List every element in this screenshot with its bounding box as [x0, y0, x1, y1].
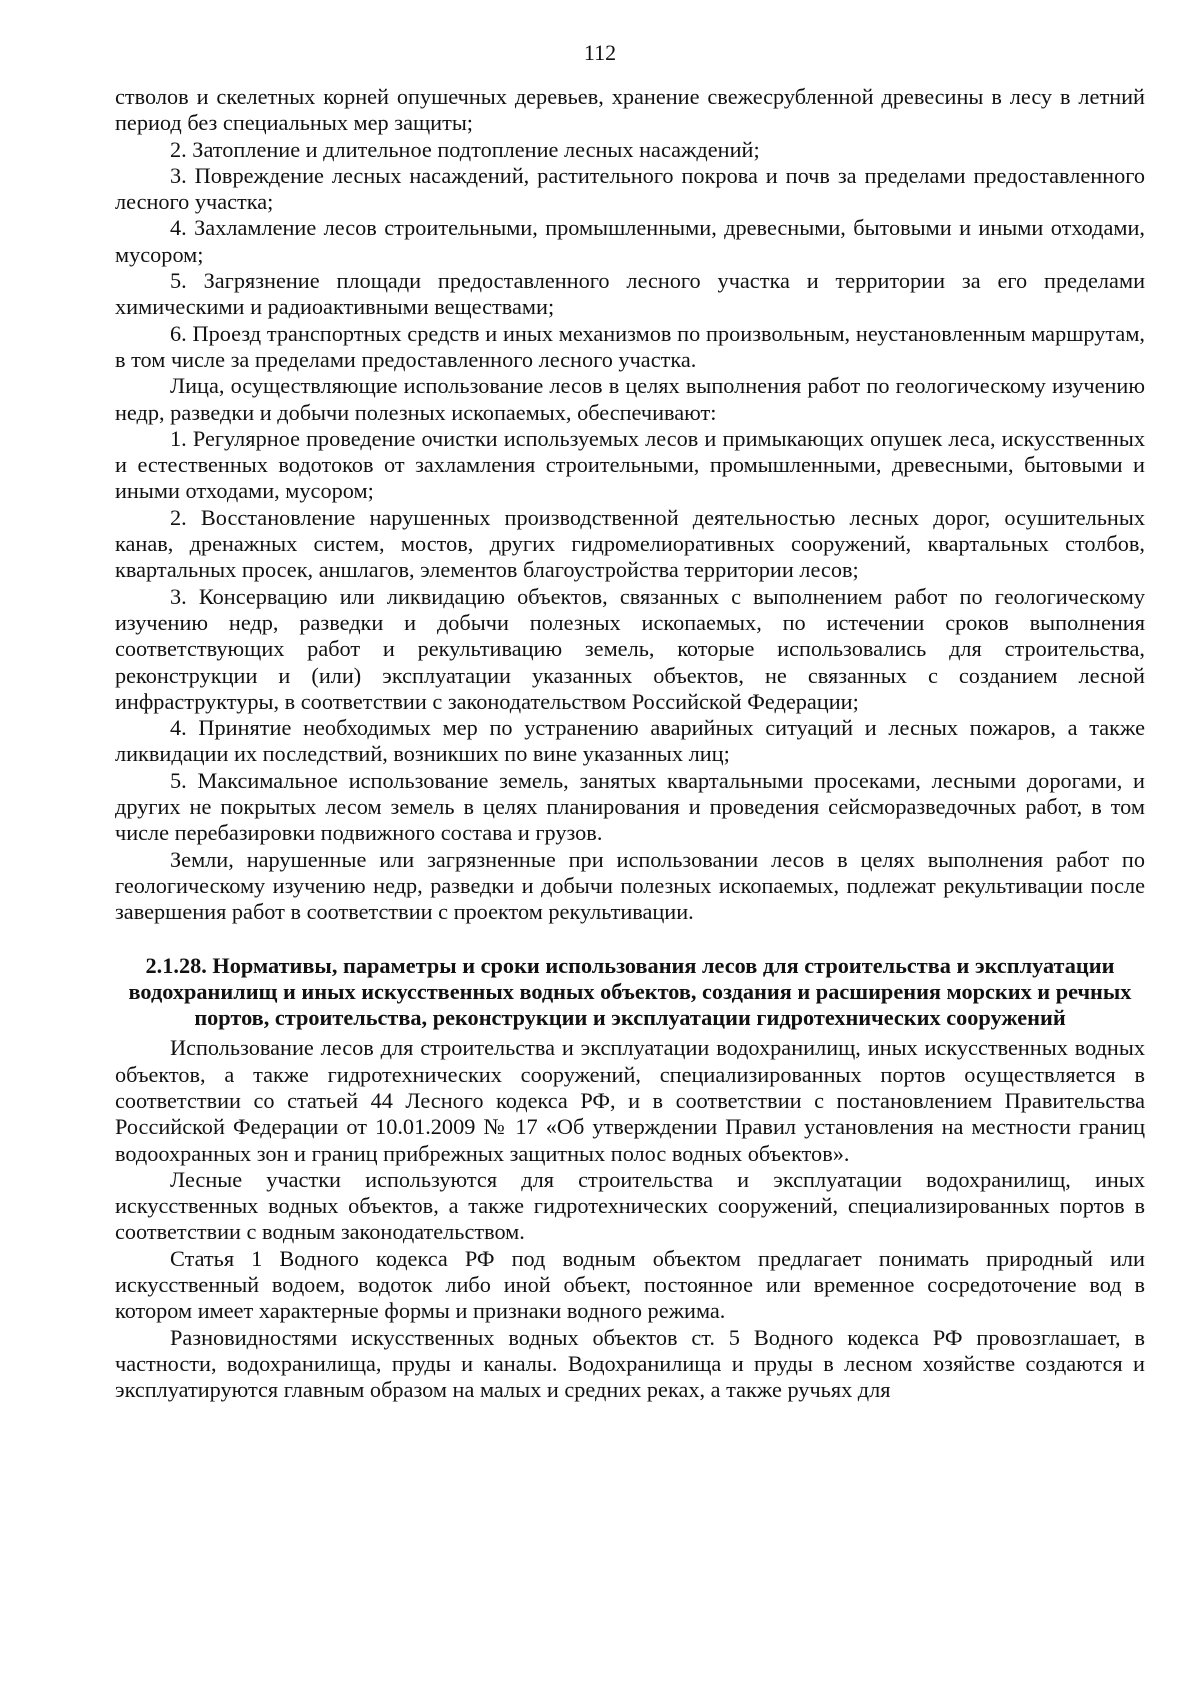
paragraph: 1. Регулярное проведение очистки используемых лесов и примыкающих опушек леса, искусственных и естественных водотоков от захламления строительными, промышленными, древесными, бытовыми и иными отходами, мусором; — [115, 425, 1145, 504]
paragraph: Лица, осуществляющие использование лесов в целях выполнения работ по геологическому изучению недр, разведки и добычи полезных ископаемых, обеспечивают: — [115, 373, 1145, 425]
paragraph: 6. Проезд транспортных средств и иных механизмов по произвольным, неустановленным маршрутам, в том числе за пределами предоставленного лесного участка. — [115, 320, 1145, 372]
paragraph: 5. Максимальное использование земель, занятых квартальными просеками, лесными дорогами, и других не покрытых лесом земель в целях планирования и проведения сейсморазведочных работ, в том числе перебазировки подвижного состава и грузов. — [115, 767, 1145, 846]
section-heading: 2.1.28. Нормативы, параметры и сроки использования лесов для строительства и эксплуатации водохранилищ и иных искусственных водных объектов, создания и расширения морских и речных портов, строительства, реконструкции и эксплуатации гидротехнических сооружений — [128, 952, 1132, 1031]
paragraph-block-top — [115, 84, 1145, 926]
paragraph-block-bottom — [115, 1035, 1145, 1403]
paragraph: 2. Восстановление нарушенных производственной деятельностью лесных дорог, осушительных канав, дренажных систем, мостов, других гидромелиоративных сооружений, квартальных столбов, квартальных просек, аншлагов, элементов благоустройства территории лесов; — [115, 504, 1145, 583]
paragraph: Земли, нарушенные или загрязненные при использовании лесов в целях выполнения работ по геологическому изучению недр, разведки и добычи полезных ископаемых, подлежат рекультивации после завершения работ в соответствии с проектом рекультивации. — [115, 846, 1145, 925]
paragraph: 3. Повреждение лесных насаждений, растительного покрова и почв за пределами предоставленного лесного участка; — [115, 162, 1145, 215]
page-number: 112 — [583, 40, 617, 65]
paragraph: Использование лесов для строительства и эксплуатации водохранилищ, иных искусственных водных объектов, а также гидротехнических сооружений, специализированных портов осуществляется в соответствии со статьей 44 Лесного кодекса РФ, и в соответствии с постановлением Правительства Российской Федерации от 10.01.2009 № 17 «Об утверждении Правил установления на местности границ водоохранных зон и границ прибрежных защитных полос водных объектов». — [115, 1035, 1145, 1166]
paragraph: Разновидностями искусственных водных объектов ст. 5 Водного кодекса РФ провозглашает, в частности, водохранилища, пруды и каналы. Водохранилища и пруды в лесном хозяйстве создаются и эксплуатируются главным образом на малых и средних реках, а также ручьях для — [115, 1324, 1145, 1403]
paragraph: стволов и скелетных корней опушечных деревьев, хранение свежесрубленной древесины в лесу в летний период без специальных мер защиты; — [115, 84, 1145, 136]
paragraph: 3. Консервацию или ликвидацию объектов, связанных с выполнением работ по геологическому изучению недр, разведки и добычи полезных ископаемых, по истечении сроков выполнения соответствующих работ и рекультивацию земель, которые использовались для строительства, реконструкции и (или) эксплуатации указанных объектов, не связанных с созданием лесной инфраструктуры, в соответствии с законодательством Российской Федерации; — [115, 583, 1145, 714]
paragraph: 5. Загрязнение площади предоставленного лесного участка и территории за его пределами химическими и радиоактивными веществами; — [115, 268, 1145, 320]
paragraph: Статья 1 Водного кодекса РФ под водным объектом предлагает понимать природный или искусственный водоем, водоток либо иной объект, постоянное или временное сосредоточение вод в котором имеет характерные формы и признаки водного режима. — [115, 1245, 1145, 1324]
paragraph: 4. Принятие необходимых мер по устранению аварийных ситуаций и лесных пожаров, а также ликвидации их последствий, возникших по вине указанных лиц; — [115, 715, 1145, 767]
paragraph: 4. Захламление лесов строительными, промышленными, древесными, бытовыми и иными отходами, мусором; — [115, 215, 1145, 267]
paragraph: 2. Затопление и длительное подтопление лесных насаждений; — [170, 136, 760, 162]
page-body — [115, 84, 1145, 1404]
paragraph: Лесные участки используются для строительства и эксплуатации водохранилищ, иных искусственных водных объектов, а также гидротехнических сооружений, специализированных портов в соответствии с водным законодательством. — [115, 1166, 1145, 1245]
